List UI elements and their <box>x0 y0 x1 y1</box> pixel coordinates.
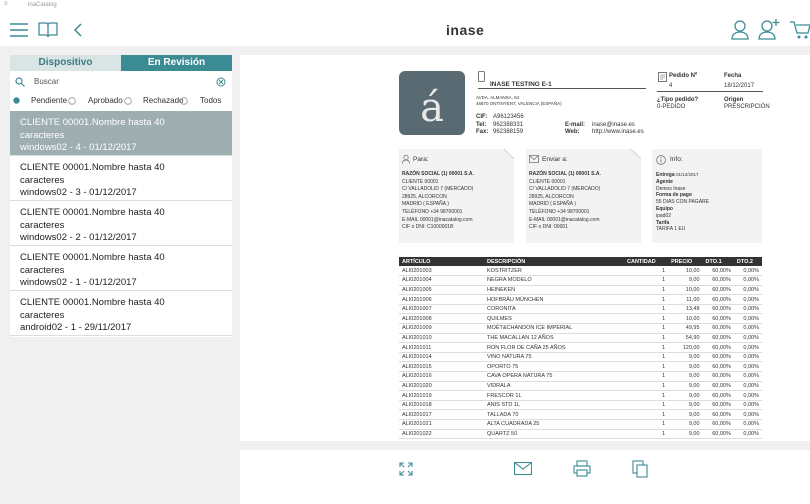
tipo-value: 0-PEDIDO <box>657 104 686 110</box>
envelope-icon <box>529 155 539 164</box>
catalog-book-icon[interactable] <box>38 21 58 38</box>
table-row[interactable]: ALI0201022 QUARTZ 50 1 9,00 60,00% 0,00% <box>399 429 762 439</box>
origen-value: PRESCRIPCIÓN <box>724 104 770 110</box>
table-row[interactable]: ALI0201014 VINO NATURA 75 1 9,00 60,00% 0,00% <box>399 352 762 362</box>
enviar-address: RAZÓN SOCIAL (1) 00001 S.A. CLIENTE 00001 C/ VALLADOLID 7 (MERCADO) 28925, ALCORCON MADRID ( ESPAÑA ) TELÉFONO +34 98700001 E-MAIL 00001@inacatalog.com CIF o DNI: 00001 <box>529 171 601 231</box>
expand-icon[interactable] <box>399 462 413 476</box>
para-title: Para: <box>413 156 429 163</box>
clear-search-icon[interactable] <box>216 77 226 87</box>
duplicate-icon[interactable] <box>632 460 648 478</box>
phone-icon <box>478 71 485 82</box>
web-value: http://www.inase.es <box>592 129 644 135</box>
company-logo-glyph-icon <box>399 71 465 135</box>
table-row[interactable]: ALI0201018 ANIS STD 1L 1 9,00 60,00% 0,00% <box>399 400 762 410</box>
info-box <box>652 149 762 243</box>
email-label: E-mail: <box>565 122 586 128</box>
info-icon <box>656 155 666 165</box>
box-corner-fold-icon <box>504 149 514 159</box>
company-name: INASE TESTING E-1 <box>490 81 552 88</box>
table-row[interactable]: ALI0201007 CORONITA 1 13,48 60,00% 0,00% <box>399 304 762 314</box>
filter-todos[interactable]: Todos <box>200 96 222 105</box>
table-row[interactable]: ALI0201009 MOËT&CHANDON ICE IMPERIAL 1 49,95 60,00% 0,00% <box>399 324 762 334</box>
table-row[interactable]: ALI0201015 OPORTO 75 1 9,00 60,00% 0,00% <box>399 362 762 372</box>
filter-aprobado[interactable]: Aprobado <box>88 96 123 105</box>
table-row[interactable]: ALI0201008 QUILMES 1 10,00 60,00% 0,00% <box>399 314 762 324</box>
order-list <box>10 111 232 336</box>
print-icon[interactable] <box>573 460 591 477</box>
radio-icon[interactable] <box>68 97 76 105</box>
fecha-value: 18/12/2017 <box>724 83 755 89</box>
table-row[interactable]: ALI0201006 HOFBRÄU MÜNCHEN 1 11,00 60,00% 0,00% <box>399 295 762 305</box>
table-row[interactable]: ALI0201017 TALLADA 70 1 9,00 60,00% 0,00% <box>399 410 762 420</box>
search-icon <box>15 77 25 87</box>
table-row[interactable]: ALI0201010 THE MACALLAN 12 AÑOS 1 54,90 60,00% 0,00% <box>399 333 762 343</box>
email-icon[interactable] <box>514 462 532 476</box>
company-address1: AVDA. ALMANSA, 64 <box>476 95 520 100</box>
window-title: inaCatalog <box>28 2 57 8</box>
filter-pendiente[interactable]: Pendiente <box>31 96 68 105</box>
list-item[interactable]: CLIENTE 00001.Nombre hasta 40 caracteres windows02 - 3 - 01/12/2017 <box>10 156 232 201</box>
table-row[interactable]: ALI0201011 RON FLOR DE CAÑA 25 AÑOS 1 120,00 60,00% 0,00% <box>399 343 762 353</box>
table-row[interactable]: ALI0201003 KOSTRITZER 1 10,00 60,00% 0,00% <box>399 266 762 276</box>
fax-value: 962388159 <box>493 129 524 135</box>
table-row[interactable]: ALI0201004 NEGRA MODELO 1 9,00 60,00% 0,00% <box>399 276 762 286</box>
user-icon[interactable] <box>731 20 749 40</box>
company-address2: 46870 ONTINYENT, VALENCIA (ESPAÑA) <box>476 101 562 106</box>
para-address: RAZÓN SOCIAL (1) 00001 S.A. CLIENTE 00001 C/ VALLADOLID 7 (MERCADO) 28925, ALCORCON MADRID ( ESPAÑA ) TELÉFONO +34 98700001 E-MAIL 00001@inacatalog.com CIF o DNI: C1000001B <box>402 171 474 231</box>
person-icon <box>402 155 410 164</box>
cif-label: CIF: <box>476 114 488 120</box>
table-header-row: ARTÍCULO DESCRIPCIÓN CANTIDAD PRECIO DTO.1 DTO.2 <box>399 257 762 266</box>
table-row[interactable]: ALI0201021 ALTA CUADRADA 25 1 9,00 60,00% 0,00% <box>399 420 762 430</box>
radio-icon[interactable] <box>180 97 188 105</box>
info-title: Info: <box>670 156 683 163</box>
tel-label: Tel: <box>476 122 487 128</box>
order-lines-table <box>399 257 762 439</box>
fax-label: Fax: <box>476 129 489 135</box>
order-icon <box>658 72 667 82</box>
info-details: Entrega 01/12/2017 Agente Demos Inase Forma de pago 55 DIAS CON PAGARE Equipo ipad02 Tarifa TARIFA 1 EU <box>656 172 709 233</box>
back-arrow-icon[interactable] <box>73 23 83 37</box>
add-user-icon[interactable] <box>758 18 780 40</box>
list-item[interactable]: CLIENTE 00001.Nombre hasta 40 caracteres windows02 - 1 - 01/12/2017 <box>10 246 232 291</box>
enviar-box <box>526 149 641 243</box>
table-row[interactable]: ALI0201020 VIDRALA 1 9,00 60,00% 0,00% <box>399 381 762 391</box>
email-value: inase@inase.es <box>592 122 635 128</box>
hamburger-menu-icon[interactable] <box>10 23 28 37</box>
search-input[interactable]: Buscar <box>34 77 59 86</box>
action-bar <box>240 450 810 504</box>
radio-icon[interactable] <box>124 97 132 105</box>
tel-value: 962388331 <box>493 122 524 128</box>
company-logo <box>399 71 465 135</box>
title-bar <box>0 0 810 10</box>
enviar-title: Enviar a: <box>542 156 568 163</box>
cart-icon[interactable] <box>790 20 810 40</box>
cif-value: A96123456 <box>493 114 524 120</box>
list-item[interactable]: CLIENTE 00001.Nombre hasta 40 caracteres windows02 - 2 - 01/12/2017 <box>10 201 232 246</box>
inase-logo: inase <box>446 22 485 38</box>
table-row[interactable]: ALI0201016 CAVA OPERA NATURA 75 1 9,00 60,00% 0,00% <box>399 372 762 382</box>
tab-dispositivo[interactable]: Dispositivo <box>10 55 121 71</box>
order-document <box>240 55 810 441</box>
origen-label: Origen <box>724 97 744 103</box>
list-item[interactable]: CLIENTE 00001.Nombre hasta 40 caracteres android02 - 1 - 29/11/2017 <box>10 291 232 336</box>
pedido-value: 4 <box>669 83 673 89</box>
table-row[interactable]: ALI0201005 HEINEKEN 1 10,00 60,00% 0,00% <box>399 285 762 295</box>
tipo-label: ¿Tipo pedido? <box>657 97 699 103</box>
filter-rechazado[interactable]: Rechazado <box>143 96 184 105</box>
svg-text:á: á <box>420 85 444 131</box>
system-menu-icon[interactable]: ≡ <box>4 1 8 7</box>
box-corner-fold-icon <box>631 149 641 159</box>
search-bar[interactable] <box>10 71 232 93</box>
tab-en-revision[interactable]: En Revisión <box>121 55 232 71</box>
para-box <box>399 149 514 243</box>
status-filters <box>10 93 232 109</box>
table-row[interactable]: ALI0201019 FRESCOR 1L 1 9,00 60,00% 0,00% <box>399 391 762 401</box>
pedido-label: Pedido Nº <box>669 73 698 79</box>
fecha-label: Fecha <box>724 73 742 79</box>
list-item[interactable]: CLIENTE 00001.Nombre hasta 40 caracteres windows02 - 4 - 01/12/2017 <box>10 111 232 156</box>
top-toolbar <box>0 10 810 46</box>
orders-panel <box>10 55 232 337</box>
radio-selected-icon[interactable] <box>13 97 20 104</box>
web-label: Web: <box>565 129 580 135</box>
